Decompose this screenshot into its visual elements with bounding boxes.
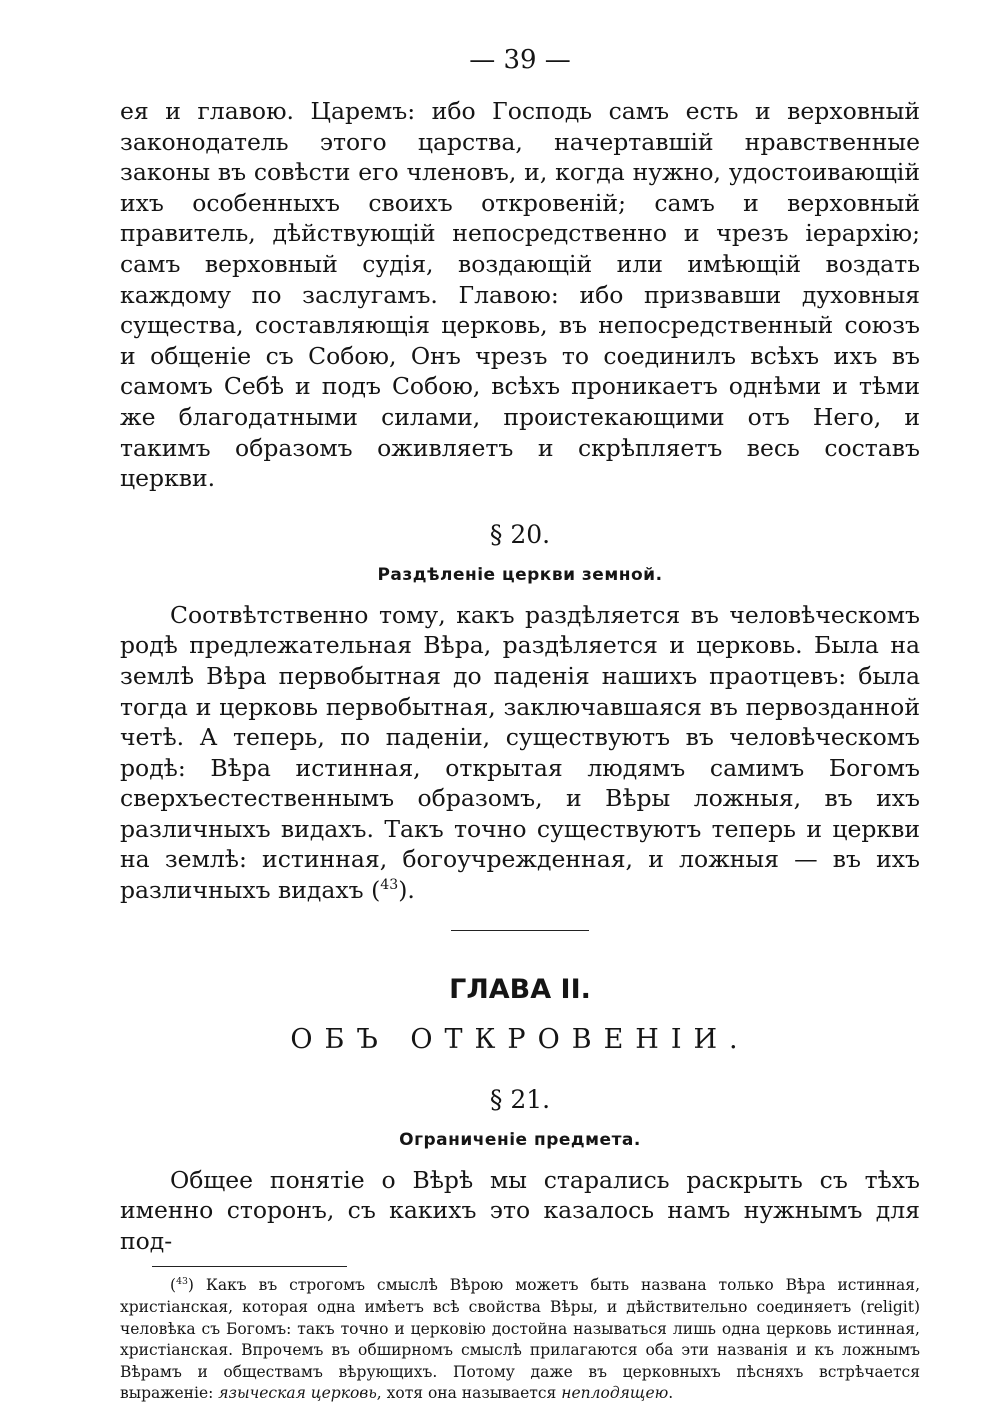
section-21-mark: § 21. xyxy=(489,1084,551,1114)
footnote-reference[interactable]: 43 xyxy=(380,877,399,894)
footnote-italic-1: языческая церковь xyxy=(218,1384,377,1403)
section-20-mark: § 20. xyxy=(489,519,551,549)
footnote-divider xyxy=(152,1266,347,1267)
section-divider xyxy=(451,930,589,931)
chapter-subtitle: ОБЪ ОТКРОВЕНІИ. xyxy=(290,1023,750,1055)
chapter-heading: ГЛАВА II. xyxy=(449,973,591,1005)
footnote-43 xyxy=(120,1275,920,1405)
section-21-paragraph: Общее понятіе о Вѣрѣ мы старались раскрыть съ тѣхъ именно сторонъ, съ какихъ это казалось намъ нужнымъ для под- xyxy=(120,1165,920,1255)
footnote-italic-2: неплодящею xyxy=(561,1384,669,1403)
footnote-number: 43 xyxy=(176,1276,188,1288)
opening-paragraph: ея и главою. Царемъ: ибо Господь самъ есть и верховный законодатель этого царства, начертавшій нравственные законы въ совѣсти его членовъ, и, когда нужно, удостоивающій ихъ особенныхъ своихъ откровеній; самъ и верховный правитель, дѣйствующій непосредственно и чрезъ іерархію; самъ верховный судія, воздающій или имѣющій воздать каждому по заслугамъ. Главою: ибо призвавши духовныя существа, составляющія церковь, въ непосредственный союзъ и общеніе съ Собою, Онъ чрезъ то соединилъ всѣхъ ихъ въ самомъ Себѣ и подъ Собою, всѣхъ проникаетъ однѣми и тѣми же благодатными силами, проистекающими отъ Него, и такимъ образомъ оживляетъ и скрѣпляетъ весь составъ церкви. xyxy=(120,97,920,493)
section-20-text-end: ). xyxy=(398,876,415,905)
footnote-open: ( xyxy=(170,1276,177,1295)
section-20-text: Соотвѣтственно тому, какъ раздѣляется въ человѣческомъ родѣ предлежательная Вѣра, раздѣляется и церковь. Была на землѣ Вѣра первобытная до паденія нашихъ праотцевъ: была тогда и церковь первобытная, заключавшаяся въ первозданной четѣ. А теперь, по паденіи, существуютъ въ человѣческомъ родѣ: Вѣра истинная, открытая людямъ самимъ Богомъ сверхъестественнымъ образомъ, и Вѣры ложныя, въ ихъ различныхъ видахъ. Такъ точно существуютъ теперь и церкви на землѣ: истинная, богоучрежденная, и ложныя — въ ихъ различныхъ видахъ ( xyxy=(120,600,920,905)
section-20-heading: Раздѣленіе церкви земной. xyxy=(377,564,663,585)
page-number: — 39 — xyxy=(469,45,571,75)
footnote-text-mid: , хотя она называется xyxy=(376,1384,562,1403)
footnote-text: ) Какъ въ строгомъ смыслѣ Вѣрою можетъ быть названа только Вѣра истинная, христіанская, которая одна имѣетъ всѣ свойства Вѣры, и дѣйствительно соединяетъ (religit) человѣка съ Богомъ: такъ точно и церковію достойна называться лишь одна церковь истинная, христіанская. Впрочемъ въ обширномъ смыслѣ прилагаются оба эти названія и къ ложнымъ Вѣрамъ и обществамъ вѣрующихъ. Потому даже въ церковныхъ пѣсняхъ встрѣчается выраженіе: xyxy=(120,1276,920,1403)
book-page xyxy=(120,42,920,1405)
footnote-text-end: . xyxy=(668,1384,674,1403)
section-20-paragraph xyxy=(120,600,920,906)
section-21-heading: Ограниченіе предмета. xyxy=(399,1129,641,1150)
